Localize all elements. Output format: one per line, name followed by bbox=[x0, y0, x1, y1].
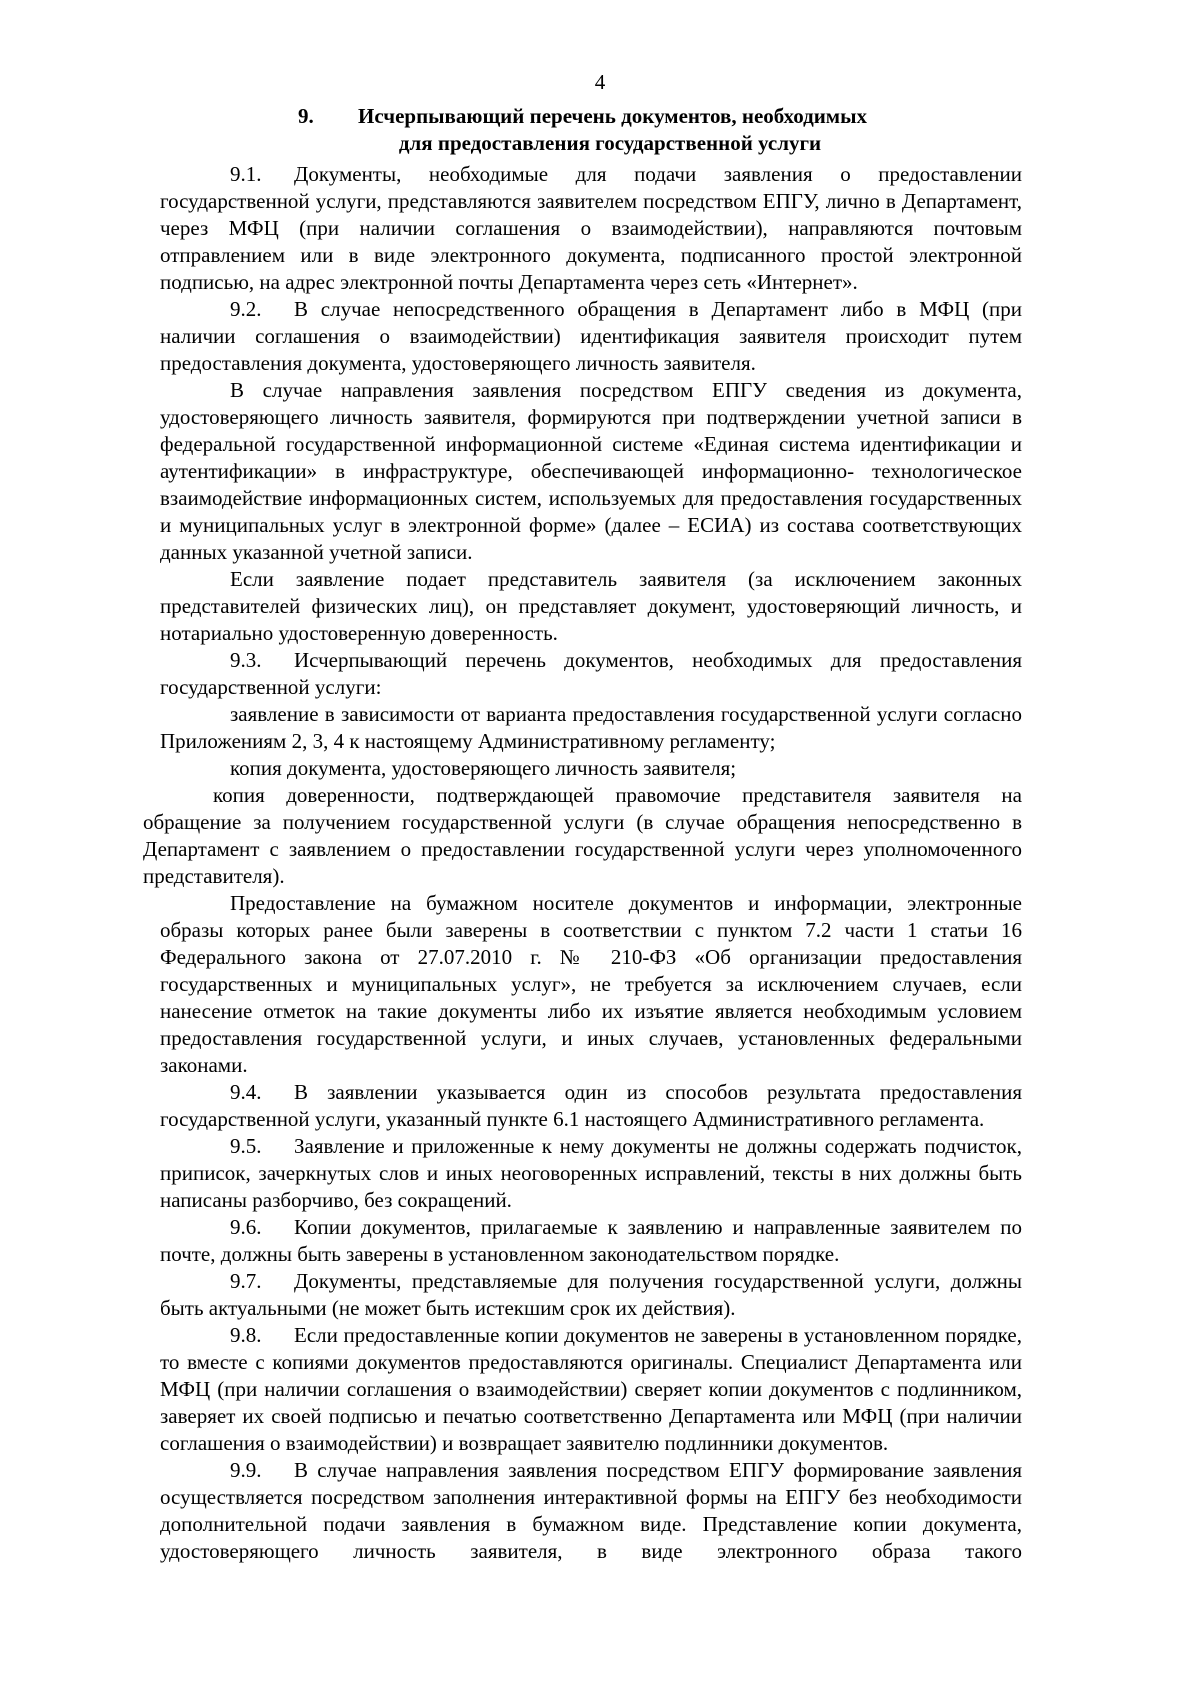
paragraph-text: Если предоставленные копии документов не заверены в установленном порядке, то вместе с копиями документов предоставляются оригиналы. Специалист Департамента или МФЦ (при наличии соглашения о взаимодействии) сверяет копии документов с подлинником, заверяет их своей подписью и печатью соответственно Департамента или МФЦ (при наличии соглашения о взаимодействии) и возвращает заявителю подлинники документов. bbox=[160, 1323, 1022, 1455]
paragraph: Предоставление на бумажном носителе документов и информации, электронные образы которых ранее были заверены в соответствии с пунктом 7.2 части 1 статьи 16 Федерального закона от 27.07.2010 г. № 210-ФЗ «Об организации предоставления государственных и муниципальных услуг», не требуется за исключением случаев, если нанесение отметок на такие документы либо их изъятие является необходимым условием предоставления государственной услуги, и иных случаев, установленных федеральными законами. bbox=[160, 891, 1022, 1077]
paragraph-text: В случае направления заявления посредством ЕПГУ формирование заявления осуществляется посредством заполнения интерактивной формы на ЕПГУ без необходимости дополнительной подачи заявления в бумажном виде. Представление копии документа, удостоверяющего личность заявителя, в виде электронного образа такого bbox=[160, 1458, 1022, 1563]
paragraph bbox=[160, 647, 1022, 701]
paragraph-text: Заявление и приложенные к нему документы не должны содержать подчисток, приписок, зачеркнутых слов и иных неоговоренных исправлений, тексты в них должны быть написаны разборчиво, без сокращений. bbox=[160, 1134, 1022, 1212]
paragraph-number: 9.4. bbox=[230, 1080, 262, 1104]
paragraph-text: Исчерпывающий перечень документов, необходимых для предоставления государственной услуги: bbox=[160, 648, 1022, 699]
paragraph: заявление в зависимости от варианта предоставления государственной услуги согласно Приложениям 2, 3, 4 к настоящему Административному регламенту; bbox=[160, 702, 1022, 753]
paragraph-number: 9.1. bbox=[230, 162, 262, 186]
paragraph bbox=[160, 161, 1022, 296]
paragraph-number: 9.9. bbox=[230, 1458, 262, 1482]
paragraph bbox=[160, 296, 1022, 377]
paragraph-number: 9.3. bbox=[230, 648, 262, 672]
paragraph: копия доверенности, подтверждающей правомочие представителя заявителя на обращение за получением государственной услуги (в случае обращения непосредственно в Департамент с заявлением о предоставлении государственной услуги через уполномоченного представителя). bbox=[143, 783, 1022, 888]
paragraph-text: Документы, необходимые для подачи заявления о предоставлении государственной услуги, представляются заявителем посредством ЕПГУ, лично в Департамент, через МФЦ (при наличии соглашения о взаимодействии), направляются почтовым отправлением или в виде электронного документа, подписанного простой электронной подписью, на адрес электронной почты Департамента через сеть «Интернет». bbox=[160, 162, 1022, 294]
paragraph bbox=[160, 1079, 1022, 1133]
heading-title-1: Исчерпывающий перечень документов, необходимых bbox=[357, 104, 868, 128]
paragraph bbox=[160, 1268, 1022, 1322]
section-number: 9. bbox=[297, 104, 314, 128]
paragraph: Если заявление подает представитель заявителя (за исключением законных представителей физических лиц), он представляет документ, удостоверяющий личность, и нотариально удостоверенную доверенность. bbox=[160, 567, 1022, 645]
document-body bbox=[143, 161, 1022, 1565]
paragraph-number: 9.6. bbox=[230, 1215, 262, 1239]
section-heading bbox=[160, 103, 1060, 157]
paragraph-text: Копии документов, прилагаемые к заявлению и направленные заявителем по почте, должны быть заверены в установленном законодательством порядке. bbox=[160, 1215, 1022, 1266]
paragraph-number: 9.7. bbox=[230, 1269, 262, 1293]
paragraph-number: 9.2. bbox=[230, 297, 262, 321]
heading-line-1 bbox=[160, 103, 1060, 130]
paragraph-number: 9.5. bbox=[230, 1134, 262, 1158]
paragraph: В случае направления заявления посредством ЕПГУ сведения из документа, удостоверяющего личность заявителя, формируются при подтверждении учетной записи в федеральной государственной информационной системе «Единая система идентификации и аутентификации» в инфраструктуре, обеспечивающей информационно- технологическое взаимодействие информационных систем, используемых для предоставления государственных и муниципальных услуг в электронной форме» (далее – ЕСИА) из состава соответствующих данных указанной учетной записи. bbox=[160, 378, 1022, 564]
paragraph-text: В случае непосредственного обращения в Департамент либо в МФЦ (при наличии соглашения о взаимодействии) идентификация заявителя происходит путем предоставления документа, удостоверяющего личность заявителя. bbox=[160, 297, 1022, 375]
paragraph bbox=[160, 1133, 1022, 1214]
paragraph bbox=[160, 1457, 1022, 1565]
paragraph bbox=[160, 1322, 1022, 1457]
paragraph-number: 9.8. bbox=[230, 1323, 262, 1347]
paragraph bbox=[160, 1214, 1022, 1268]
page-number: 4 bbox=[594, 70, 606, 94]
paragraph-text: Документы, представляемые для получения государственной услуги, должны быть актуальными (не может быть истекшим срок их действия). bbox=[160, 1269, 1022, 1320]
heading-line-2: для предоставления государственной услуги bbox=[398, 131, 822, 155]
paragraph-text: В заявлении указывается один из способов результата предоставления государственной услуги, указанный пункте 6.1 настоящего Административного регламента. bbox=[160, 1080, 1022, 1131]
paragraph: копия документа, удостоверяющего личность заявителя; bbox=[230, 756, 737, 780]
